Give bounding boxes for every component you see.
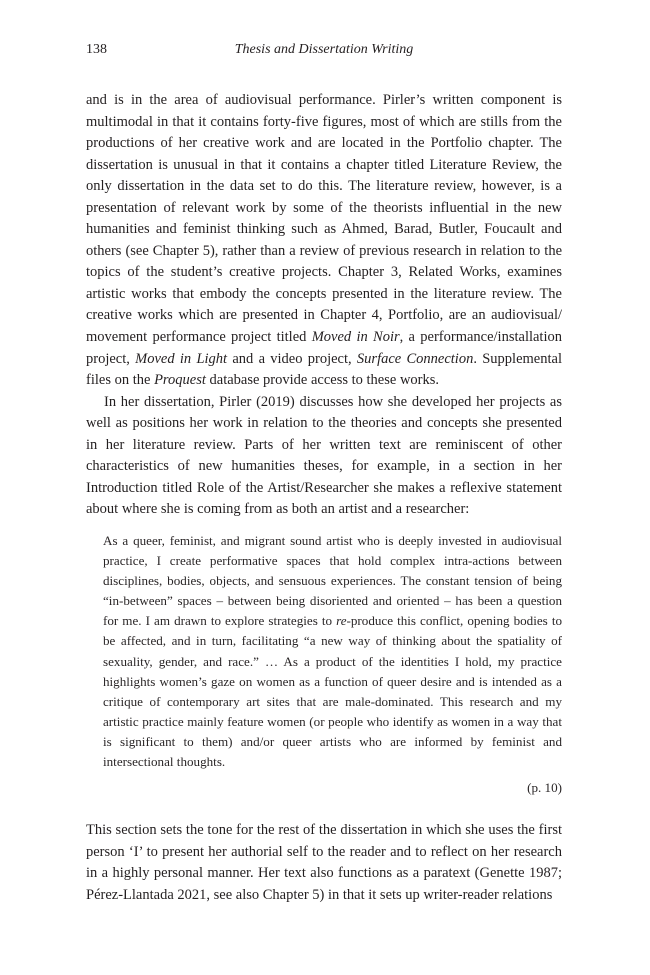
paragraph-2: In her dissertation, Pirler (2019) discusses how she developed her projects as well as positions her work in relation to the theories and concepts she presented in her literature review. Parts of her written text are reminiscent of other characteristics of new humanities theses, for example, in a section in her Introduction titled Role of the Artist/Researcher she makes a reflexive statement about where she is coming from as both an artist and a researcher: [86, 393, 562, 518]
running-title: Thesis and Dissertation Writing [234, 42, 414, 57]
block-quote [103, 531, 562, 798]
work-title-moved-in-noir: Moved in Noir [311, 329, 400, 346]
paragraph-1 [86, 90, 562, 392]
paragraph-1-text-c: and a video project, [227, 350, 357, 367]
paragraph-1-text-e: database provide access to these works. [205, 372, 440, 389]
paragraph-1-text-d: . Supplemental files on the [86, 350, 562, 389]
quote-citation: (p. 10) [527, 780, 562, 796]
work-title-moved-in-light: Moved in Light [135, 350, 228, 367]
database-name: Proquest [154, 372, 206, 389]
block-quote-text-a: As a queer, feminist, and migrant sound artist who is deeply invested in audiovisual practice, I create performative spaces that hold complex intra-actions between disciplines, bodies, objects, and sensuous experiences. The constant tension of being “in-between” spaces – between being disoriented and oriented – has been a question for me. I am drawn to explore strategies to [103, 532, 562, 629]
paragraph-3: This section sets the tone for the rest of the dissertation in which she uses the first person ‘I’ to present her authorial self to the reader and to reflect on her research in a highly personal manner. Her text also functions as a paratext (Genette 1987; Pérez-Llantada 2021, see also Chapter 5) in that it sets up writer-reader relations [86, 822, 562, 903]
paragraph-1-text-b: , a performance/installation project, [86, 329, 562, 367]
work-title-surface-connection: Surface Connection [356, 350, 474, 367]
body-text [86, 90, 562, 906]
paragraph-1-text-a: and is in the area of audiovisual performance. Pirler’s written component is multimodal in that it contains forty-five figures, most of which are stills from the productions of her creative work and are located in the Portfolio chapter. The dissertation is unusual in that it contains a chapter titled Literature Review, the only dissertation in the data set to do this. The literature review, however, is a presentation of relevant work by some of the theorists influential in the new humanities and feminist thinking such as Ahmed, Barad, Butler, Foucault and others (see Chapter 5), rather than a review of previous research in relation to the topics of the student’s creative projects. Chapter 3, Related Works, examines artistic works that embody the concepts presented in the literature review. The creative works which are presented in Chapter 4, Portfolio, are an audiovisual/ movement performance project titled [86, 92, 562, 346]
block-quote-text-b: -produce this conflict, opening bodies to be affected, and in turn, facilitating “a new way of thinking about the spatiality of sexuality, gender, and race.” … As a product of the identities I hold, my practice highlights women’s gaze on women as a function of queer desire and is intended as a critique of contemporary art sites that are male-dominated. This research and my artistic practice mainly feature women (or people who identify as women in a way that is significant to them) and/or queer artists who are informed by feminist and intersectional thoughts. [103, 613, 563, 769]
page-number: 138 [86, 42, 107, 57]
running-head [86, 42, 562, 64]
block-quote-emphasis: re [336, 613, 347, 629]
